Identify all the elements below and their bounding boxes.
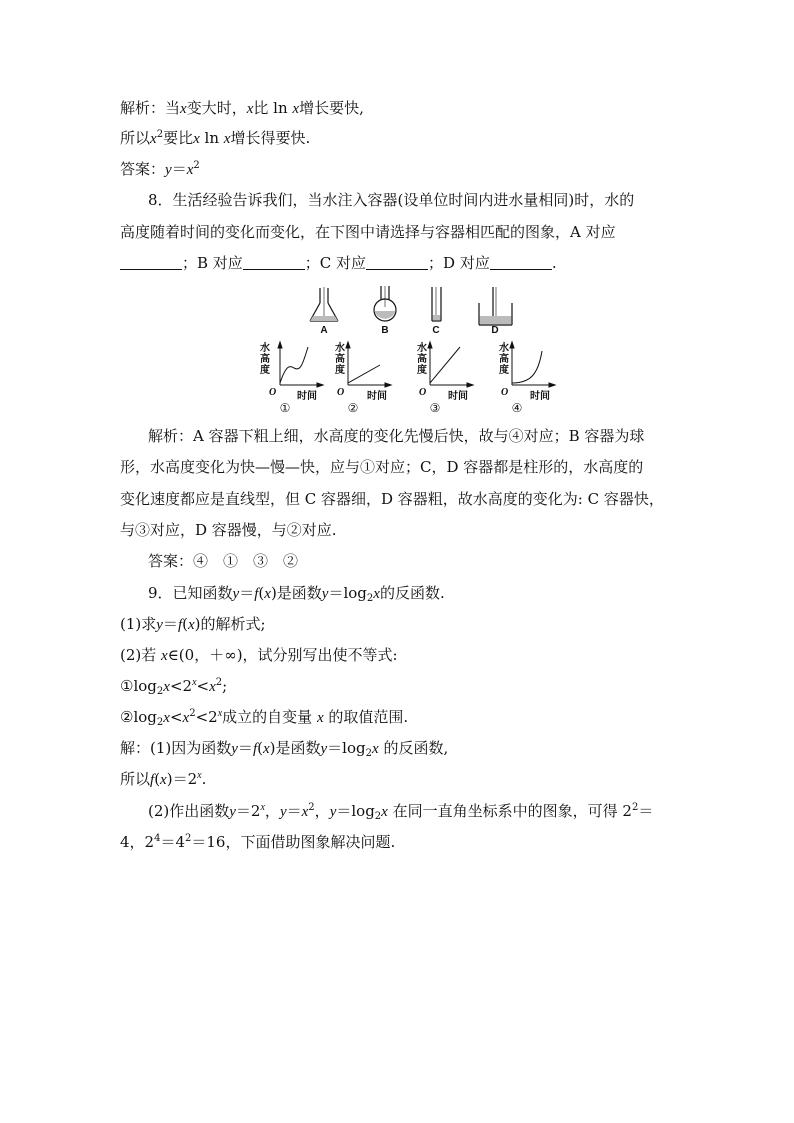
text: ＝log [327, 739, 366, 757]
var-f: f [177, 617, 183, 633]
var-x: x [262, 741, 270, 757]
text: )是函数 [269, 739, 321, 757]
var-f: f [254, 586, 259, 602]
origin-label: O [501, 387, 509, 398]
superscript: 4 [154, 833, 161, 844]
text: ( [154, 770, 161, 788]
analysis-8-line-4: 与③对应，D 容器慢，与②对应. [120, 521, 337, 539]
text: ( [257, 739, 263, 757]
text: ＝ [171, 160, 187, 178]
var-x: x [246, 101, 254, 117]
superscript: 2 [185, 833, 192, 844]
superscript: x [260, 802, 265, 813]
x-axis-label: 时间 [367, 391, 387, 402]
var-y: y [232, 586, 240, 602]
solution-9-line-2 [120, 768, 206, 791]
var-y: y [279, 804, 287, 820]
var-x: x [186, 162, 194, 178]
text: 解：(1)因为函数 [120, 739, 232, 757]
text: (2)作出函数 [148, 802, 230, 820]
container-b-icon [374, 286, 396, 321]
y-axis-label: 水高度 [335, 343, 345, 376]
analysis-8-line-2: 形，水高度变化为快—慢—快，应与①对应；C，D 容器都是柱形的，水高度的 [120, 458, 644, 476]
text: ①log [120, 677, 157, 695]
question-8-blanks [120, 252, 557, 274]
text: 增长得要快. [230, 129, 311, 147]
container-label-b: B [381, 325, 389, 336]
x-axis-label: 时间 [530, 391, 550, 402]
text: 的反函数. [379, 584, 445, 602]
blank-b [243, 255, 305, 270]
text: ln [204, 129, 219, 147]
var-x: x [223, 131, 231, 147]
var-y: y [321, 586, 329, 602]
analysis-line-1 [120, 97, 364, 120]
analysis-8-line-1: 解析：A 容器下粗上细，水高度的变化先慢后快，故与④对应；B 容器为球 [148, 427, 645, 445]
text: 要比 [163, 129, 194, 147]
text: ( [258, 584, 265, 602]
question-9-part-2 [120, 644, 398, 667]
text: 比 ln [253, 99, 288, 117]
x-axis-label: 时间 [297, 391, 317, 402]
var-y: y [320, 741, 328, 757]
superscript: x [217, 708, 223, 719]
text: ＝ [638, 802, 654, 820]
var-x: x [163, 679, 170, 695]
text: 在同一直角坐标系中的图象，可得 2 [392, 802, 632, 820]
origin-label: O [269, 387, 277, 398]
subscript: 2 [374, 811, 382, 822]
y-axis-label: 水高度 [417, 343, 427, 376]
graph-number-1: ① [279, 401, 291, 415]
text: 解析：当 [120, 99, 181, 117]
answer-line-7 [120, 158, 200, 181]
var-x: x [301, 804, 309, 820]
var-x: x [187, 617, 195, 633]
text: < [196, 677, 210, 695]
var-y: y [231, 741, 238, 757]
text: <2 [169, 677, 193, 695]
text: ＝2 [235, 802, 261, 820]
var-x: x [193, 131, 200, 147]
var-f: f [252, 741, 258, 757]
text: . [551, 254, 557, 272]
subscript: 2 [365, 748, 372, 759]
solution-9-line-1 [120, 737, 448, 760]
inequality-1 [120, 675, 227, 698]
var-x: x [381, 804, 388, 820]
analysis-8-line-3: 变化速度都应是直线型，但 C 容器细，D 容器粗，故水高度的变化为: C 容器快， [120, 490, 664, 508]
text: 所以 [120, 770, 151, 788]
analysis-line-2 [120, 127, 310, 150]
text: )＝2 [166, 770, 198, 788]
question-9-part-1 [120, 613, 266, 636]
y-axis-label: 水高度 [499, 343, 509, 376]
var-x: x [209, 679, 216, 695]
text: )的解析式; [194, 615, 266, 633]
subscript: 2 [366, 593, 374, 604]
text: ＝log [328, 584, 367, 602]
var-x: x [292, 101, 300, 117]
subscript: 2 [156, 686, 164, 697]
blank-d [490, 255, 552, 270]
var-x: x [160, 772, 167, 788]
question-8-line-1: 8．生活经验告诉我们，当水注入容器(设单位时间内进水量相同)时，水的 [148, 191, 635, 209]
text: ；C 对应 [304, 254, 367, 272]
text: 4，2 [120, 833, 155, 851]
graph-3 [428, 342, 473, 387]
text: ， [264, 802, 280, 820]
y-axis-label: 水高度 [260, 343, 270, 376]
graph-2 [346, 342, 391, 387]
blank-a [120, 255, 182, 270]
var-x: x [180, 101, 187, 117]
var-x: x [371, 741, 379, 757]
graph-number-4: ④ [511, 401, 523, 415]
text: (1)求 [120, 615, 157, 633]
text: <2 [195, 708, 218, 726]
x-axis-label: 时间 [448, 391, 468, 402]
superscript: 2 [631, 802, 639, 813]
container-c-icon [432, 287, 441, 321]
inequality-2 [120, 706, 408, 729]
text: ， [314, 802, 330, 820]
text: 答案： [120, 160, 166, 178]
superscript: 2 [189, 708, 196, 719]
superscript: x [192, 677, 197, 688]
solution-9-line-4 [120, 831, 395, 853]
container-label-d: D [491, 325, 499, 336]
var-y: y [156, 617, 163, 633]
text: ＝4 [160, 833, 186, 851]
answer-line-8: 答案：④ ① ③ ② [148, 552, 299, 570]
superscript: x [197, 770, 202, 781]
text: 所以 [120, 129, 151, 147]
superscript: 2 [308, 802, 315, 813]
origin-label: O [419, 387, 427, 398]
text: ＝ [286, 802, 302, 820]
text: ; [222, 677, 228, 695]
graph-number-2: ② [347, 401, 359, 415]
text: ＝ [237, 739, 253, 757]
text: 的反函数, [383, 739, 449, 757]
text: ＝ [239, 584, 255, 602]
var-y: y [329, 804, 337, 820]
var-x: x [150, 131, 157, 147]
text: ②log [120, 708, 157, 726]
text: 9．已知函数 [148, 584, 233, 602]
origin-label: O [337, 387, 345, 398]
var-x: x [316, 710, 324, 726]
superscript: 2 [193, 160, 200, 171]
graph-4 [510, 342, 555, 387]
container-label-a: A [320, 325, 328, 336]
text: ＝log [336, 802, 375, 820]
text: < [169, 708, 183, 726]
container-label-c: C [432, 325, 440, 336]
solution-9-line-3 [148, 800, 653, 823]
text: . [201, 770, 207, 788]
blank-c [366, 255, 428, 270]
container-d-icon [479, 287, 512, 325]
text: ∈(0，＋∞)，试分别写出使不等式: [167, 646, 398, 664]
var-x: x [163, 710, 170, 726]
question-9-line-1 [148, 582, 445, 605]
text: 增长要快, [299, 99, 364, 117]
subscript: 2 [156, 717, 164, 728]
var-y: y [229, 804, 236, 820]
text: ＝ [162, 615, 178, 633]
var-f: f [150, 772, 155, 788]
var-x: x [161, 648, 168, 664]
text: ；D 对应 [428, 254, 490, 272]
var-x: x [373, 586, 380, 602]
text: ( [182, 615, 188, 633]
graph-number-3: ③ [429, 401, 441, 415]
container-figure [250, 285, 580, 415]
text: ＝16，下面借助图象解决问题. [191, 833, 396, 851]
container-a-icon [310, 287, 338, 321]
var-x: x [264, 586, 271, 602]
text: (2)若 [120, 646, 157, 664]
text: ；B 对应 [182, 254, 243, 272]
text: 的取值范围. [328, 708, 409, 726]
var-y: y [165, 162, 172, 178]
superscript: 2 [215, 677, 223, 688]
text: 成立的自变量 [222, 708, 313, 726]
text: )是函数 [270, 584, 322, 602]
graph-1 [278, 342, 323, 387]
var-x: x [182, 710, 190, 726]
text: 变大时， [186, 99, 247, 117]
superscript: 2 [156, 129, 164, 140]
question-8-line-2: 高度随着时间的变化而变化，在下图中请选择与容器相匹配的图象，A 对应 [120, 223, 616, 241]
